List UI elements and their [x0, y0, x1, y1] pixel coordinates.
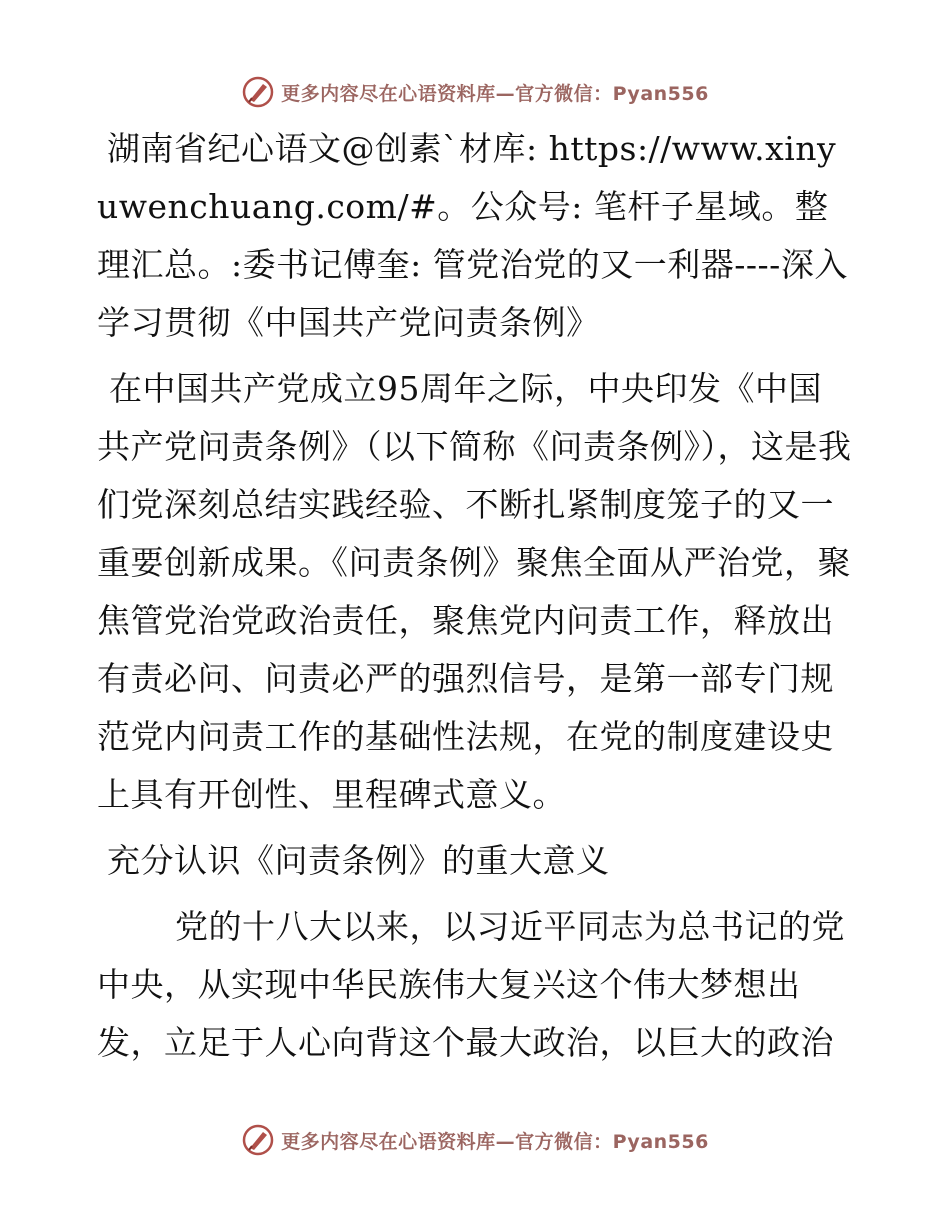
quill-pen-logo-icon [241, 75, 275, 109]
title-paragraph: 湖南省纪心语文@创素`材库: https://www.xinyuwenchuang.com/#。公众号: 笔杆子星域。整理汇总。:委书记傅奎: 管党治党的又一利器----深入学习贯彻《中国共产党问责条例》 [97, 129, 848, 342]
document-body [97, 120, 853, 1072]
header-watermark [0, 70, 950, 114]
footer-watermark [0, 1118, 950, 1162]
section-heading: 充分认识《问责条例》的重大意义 [107, 841, 610, 880]
quill-pen-logo-icon [241, 1123, 275, 1157]
watermark-text: 更多内容尽在心语资料库—官方微信：Pyan556 [281, 1130, 709, 1153]
intro-paragraph: 在中国共产党成立95周年之际，中央印发《中国共产党问责条例》（以下简称《问责条例》），这是我们党深刻总结实践经验、不断扎紧制度笼子的又一重要创新成果。《问责条例》聚焦全面从严治党，聚焦管党治党政治责任，聚焦党内问责工作，释放出有责必问、问责必严的强烈信号，是第一部专门规范党内问责工作的基础性法规，在党的制度建设史上具有开创性、里程碑式意义。 [97, 369, 852, 814]
body-paragraph: 党的十八大以来，以习近平同志为总书记的党中央，从实现中华民族伟大复兴这个伟大梦想出发，立足于人心向背这个最大政治，以巨大的政治 [97, 907, 845, 1062]
watermark-text: 更多内容尽在心语资料库—官方微信：Pyan556 [281, 82, 709, 105]
